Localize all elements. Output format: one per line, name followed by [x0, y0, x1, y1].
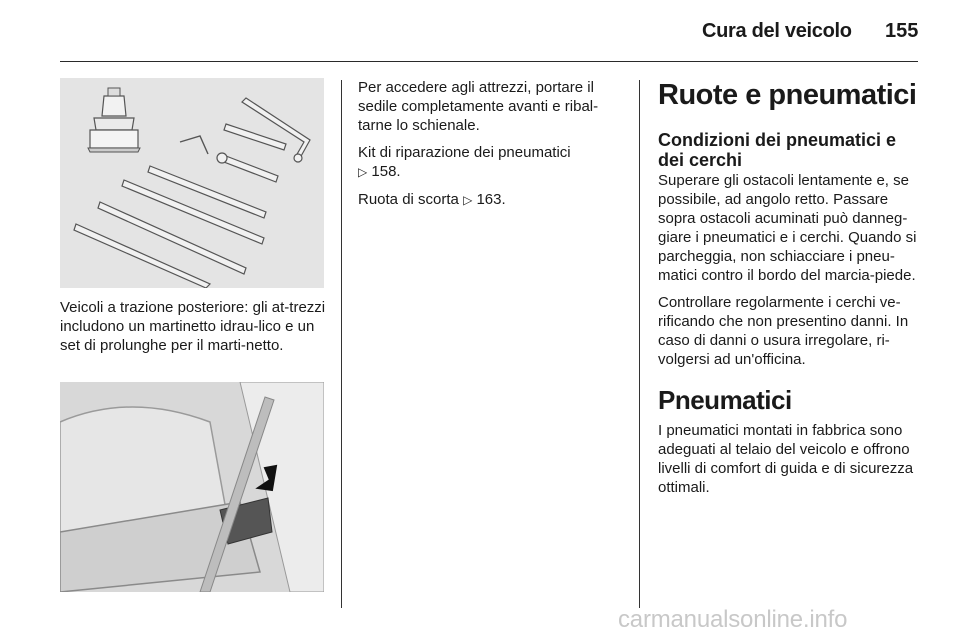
- access-tools-paragraph: Per accedere agli attrezzi, portare il sedile completamente avanti e ribal-tarne lo schienale.: [358, 79, 599, 134]
- spare-wheel-ref[interactable]: 163.: [476, 191, 506, 208]
- tools-illustration: [60, 78, 324, 288]
- extension-bars-icon: [74, 166, 266, 288]
- subsection-heading: Condizioni dei pneumatici e dei cerchi: [658, 130, 897, 170]
- column-divider-right: [639, 80, 640, 608]
- column-divider-left: [341, 80, 342, 608]
- middle-column: [358, 78, 628, 210]
- ref-arrow-icon: ▷: [463, 193, 473, 207]
- hydraulic-jack-icon: [88, 88, 140, 152]
- right-column: [658, 78, 922, 497]
- spanner-icon: [217, 153, 278, 182]
- screwdriver-icon: [224, 124, 286, 150]
- obstacles-paragraph: Superare gli ostacoli lentamente e, se possibile, ad angolo retto. Passare sopra ostacoli acuminati può danneg-giare i pneumatici e i cerchi. Quando si parcheggia, non schiacciare i pneu-matici contro il bordo del marcia-piede.: [658, 172, 917, 284]
- repair-kit-ref[interactable]: 158.: [371, 163, 401, 180]
- header-title: Cura del veicolo: [702, 20, 852, 42]
- ref-arrow-icon: ▷: [358, 165, 368, 179]
- repair-kit-text: Kit di riparazione dei pneumatici: [358, 144, 571, 161]
- watermark: carmanualsonline.info: [618, 606, 848, 633]
- hex-key-icon: [180, 136, 208, 154]
- seat-storage-drawing: [60, 382, 324, 592]
- header-rule: [60, 61, 918, 62]
- wheel-wrench-icon: [242, 98, 310, 162]
- check-rims-paragraph: Controllare regolarmente i cerchi ve-rificando che non presentino danni. In caso di danni o usura irregolare, ri-volgersi ad un'officina.: [658, 294, 909, 368]
- repair-kit-paragraph: [358, 143, 628, 182]
- spare-wheel-paragraph: [358, 190, 628, 210]
- page-number: 155: [885, 20, 919, 42]
- section-heading: Ruote e pneumatici: [658, 79, 917, 111]
- seat-photo: [60, 382, 324, 592]
- spare-wheel-text: Ruota di scorta: [358, 191, 459, 208]
- tools-caption: Veicoli a trazione posteriore: gli at-trezzi includono un martinetto idrau-lico e un set di prolunghe per il marti-netto.: [60, 299, 326, 354]
- tyres-paragraph: I pneumatici montati in fabbrica sono adeguati al telaio del veicolo e offrono livelli di comfort di guida e di sicurezza ottimali.: [658, 422, 914, 496]
- tyres-heading: Pneumatici: [658, 385, 792, 415]
- jack-and-tools-drawing: [60, 78, 324, 288]
